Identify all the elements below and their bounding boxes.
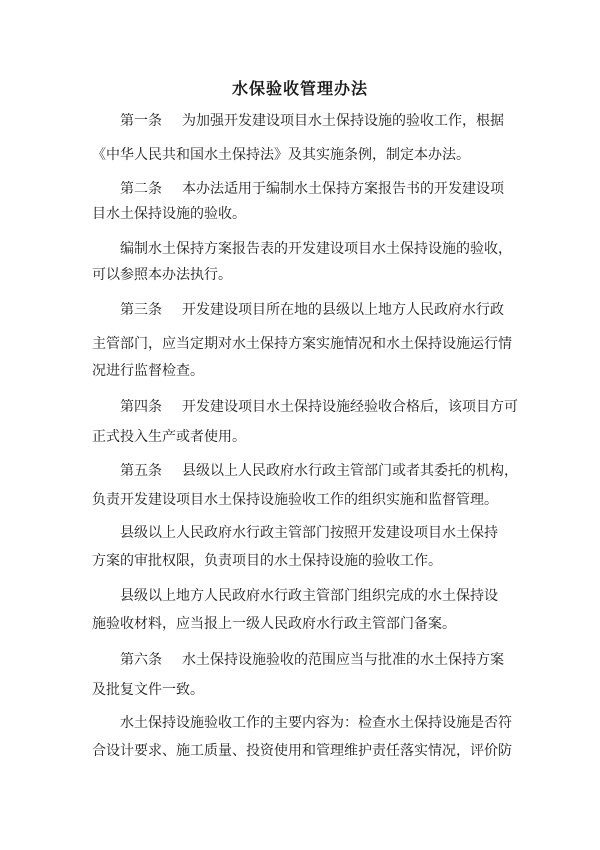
article-6-label: 第六条 xyxy=(120,652,162,668)
article-4-line-1 xyxy=(92,396,532,418)
document-title: 水保验收管理办法 xyxy=(231,79,368,98)
article-2-line-1 xyxy=(92,178,532,200)
paragraph-6b-line-2: 合设计要求、施工质量、投资使用和管理维护责任落实情况，评价防 xyxy=(92,743,512,759)
article-4-text-1: 开发建设项目水土保持设施经验收合格后，该项目方可 xyxy=(182,399,518,415)
article-3-line-2: 主管部门，应当定期对水土保持方案实施情况和水土保持设施运行情 xyxy=(92,336,512,352)
paragraph-5b-line-2: 方案的审批权限，负责项目的水土保持设施的验收工作。 xyxy=(92,553,442,569)
article-5-line-2: 负责开发建设项目水土保持设施验收工作的组织实施和监督管理。 xyxy=(92,492,498,508)
paragraph-5c-line-2: 施验收材料，应当报上一级人民政府水行政主管部门备案。 xyxy=(92,616,456,632)
article-2-label: 第二条 xyxy=(120,181,162,197)
article-5-label: 第五条 xyxy=(120,463,162,479)
paragraph-2b-line-2: 可以参照本办法执行。 xyxy=(92,267,232,283)
article-1-label: 第一条 xyxy=(120,113,162,129)
article-6-line-1 xyxy=(92,649,532,671)
paragraph-5c-line-1: 县级以上地方人民政府水行政主管部门组织完成的水土保持设 xyxy=(120,588,498,604)
article-3-line-1 xyxy=(92,299,532,321)
article-4-label: 第四条 xyxy=(120,399,162,415)
article-6-line-2: 及批复文件一致。 xyxy=(92,682,204,698)
article-1-line-2: 《中华人民共和国水土保持法》及其实施条例，制定本办法。 xyxy=(92,147,470,163)
article-6-text-1: 水土保持设施验收的范围应当与批准的水土保持方案 xyxy=(182,652,504,668)
article-2-line-2: 目水土保持设施的验收。 xyxy=(92,206,246,222)
article-5-text-1: 县级以上人民政府水行政主管部门或者其委托的机构， xyxy=(182,463,518,479)
article-4-line-2: 正式投入生产或者使用。 xyxy=(92,429,246,445)
article-3-label: 第三条 xyxy=(120,302,162,318)
article-5-line-1 xyxy=(92,460,532,482)
paragraph-6b-line-1: 水土保持设施验收工作的主要内容为：检查水土保持设施是否符 xyxy=(120,715,512,731)
article-1-line-1 xyxy=(92,110,532,132)
article-1-text-1: 为加强开发建设项目水土保持设施的验收工作，根据 xyxy=(182,113,504,129)
paragraph-5b-line-1: 县级以上人民政府水行政主管部门按照开发建设项目水土保持 xyxy=(120,525,498,541)
paragraph-2b-line-1: 编制水土保持方案报告表的开发建设项目水土保持设施的验收， xyxy=(120,241,512,257)
article-2-text-1: 本办法适用于编制水土保持方案报告书的开发建设项 xyxy=(182,181,504,197)
article-3-line-3: 况进行监督检查。 xyxy=(92,363,204,379)
article-3-text-1: 开发建设项目所在地的县级以上地方人民政府水行政 xyxy=(182,302,504,318)
